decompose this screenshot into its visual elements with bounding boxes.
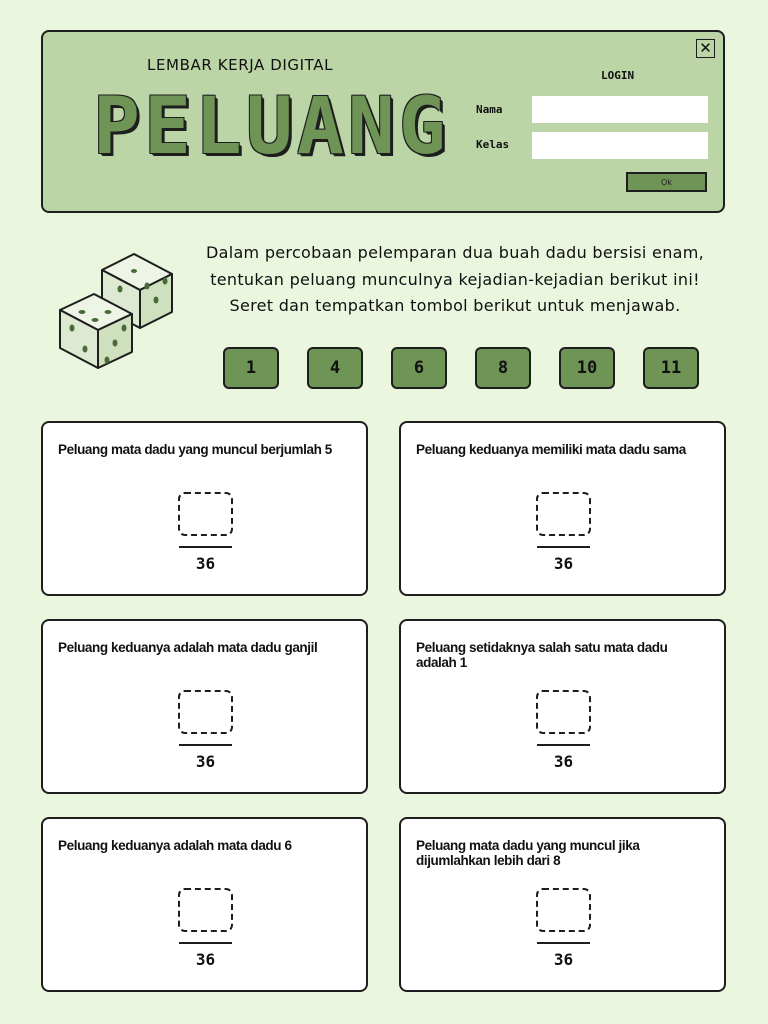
denominator: 36 <box>195 752 216 771</box>
fraction-line <box>537 546 590 548</box>
ok-button[interactable]: Ok <box>626 172 707 192</box>
name-input[interactable] <box>532 96 708 123</box>
answer-drop-slot[interactable] <box>178 690 233 734</box>
answer-tile-10[interactable]: 10 <box>559 347 615 389</box>
fraction-line <box>537 942 590 944</box>
question-card <box>399 619 726 794</box>
worksheet-subtitle: LEMBAR KERJA DIGITAL <box>147 56 334 74</box>
denominator: 36 <box>195 950 216 969</box>
question-card <box>399 421 726 596</box>
instruction-line: Dalam percobaan pelemparan dua buah dadu bersisi enam, <box>205 243 705 262</box>
close-icon: ✕ <box>699 39 712 57</box>
answer-tile-6[interactable]: 6 <box>391 347 447 389</box>
header-panel <box>41 30 725 213</box>
answer-tile-8[interactable]: 8 <box>475 347 531 389</box>
answer-drop-slot[interactable] <box>536 888 591 932</box>
fraction-line <box>179 942 232 944</box>
question-text: Peluang mata dadu yang muncul berjumlah 5 <box>58 442 332 457</box>
answer-drop-slot[interactable] <box>178 888 233 932</box>
class-input[interactable] <box>532 132 708 159</box>
answer-tile-4[interactable]: 4 <box>307 347 363 389</box>
question-card <box>41 619 368 794</box>
fraction-line <box>537 744 590 746</box>
question-card <box>41 817 368 992</box>
answer-drop-slot[interactable] <box>536 492 591 536</box>
question-text: Peluang keduanya memiliki mata dadu sama <box>416 442 686 457</box>
instruction-line: tentukan peluang munculnya kejadian-kejadian berikut ini! <box>210 269 700 289</box>
question-text: Peluang keduanya adalah mata dadu ganjil <box>58 640 318 655</box>
close-button[interactable] <box>696 39 715 58</box>
login-title: LOGIN <box>601 69 635 82</box>
name-label: Nama <box>476 103 503 116</box>
denominator: 36 <box>195 554 216 573</box>
denominator: 36 <box>553 554 574 573</box>
class-label: Kelas <box>476 138 510 151</box>
question-text: Peluang keduanya adalah mata dadu 6 <box>58 838 292 853</box>
question-card <box>399 817 726 992</box>
denominator: 36 <box>553 950 574 969</box>
answer-tile-11[interactable]: 11 <box>643 347 699 389</box>
instructions <box>200 240 710 320</box>
answer-drop-slot[interactable] <box>536 690 591 734</box>
instruction-line: Seret dan tempatkan tombol berikut untuk menjawab. <box>229 296 681 315</box>
answer-drop-slot[interactable] <box>178 492 233 536</box>
denominator: 36 <box>553 752 574 771</box>
page-title: PELUANG <box>93 82 450 172</box>
fraction-line <box>179 546 232 548</box>
question-text: Peluang mata dadu yang muncul jika dijumlahkan lebih dari 8 <box>416 838 640 868</box>
dice-icon <box>52 248 177 370</box>
question-text: Peluang setidaknya salah satu mata dadu adalah 1 <box>416 640 668 670</box>
fraction-line <box>179 744 232 746</box>
answer-tile-1[interactable]: 1 <box>223 347 279 389</box>
question-card <box>41 421 368 596</box>
